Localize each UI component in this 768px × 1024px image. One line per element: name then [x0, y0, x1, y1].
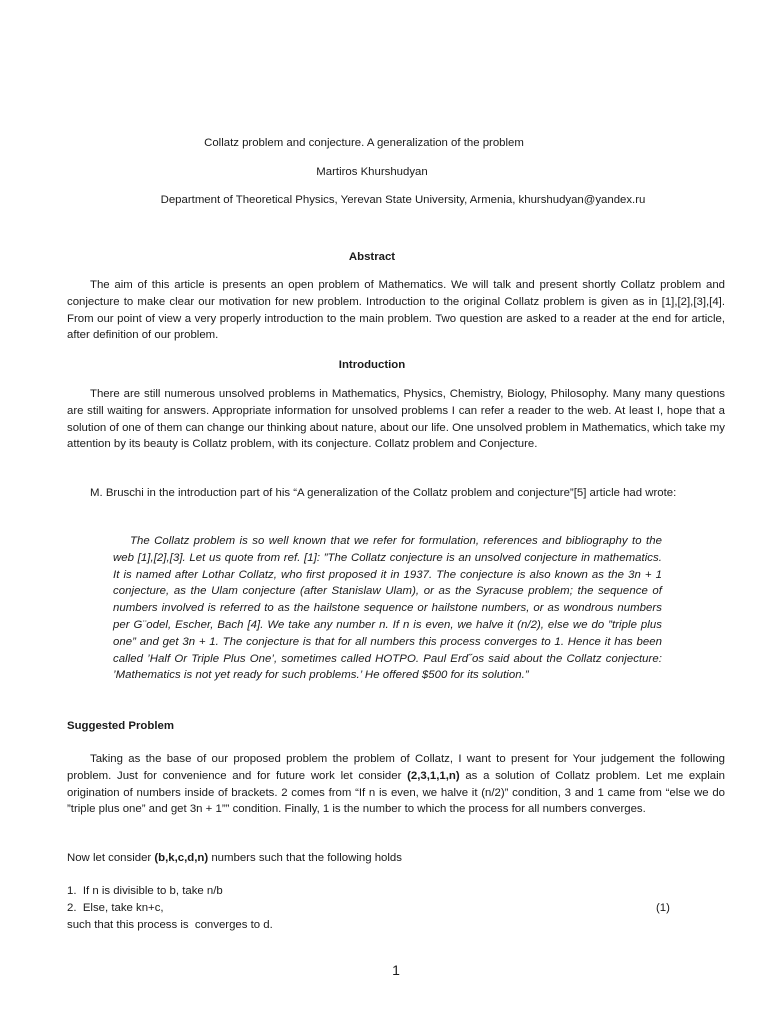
paper-title: Collatz problem and conjecture. A generalization of the problem: [204, 137, 524, 149]
suggested-paragraph-2: [67, 850, 725, 867]
introduction-paragraph-2: M. Bruschi in the introduction part of his “A generalization of the Collatz problem and conjecture”[5] article had wrote:: [90, 487, 677, 499]
equation-number: (1): [656, 902, 670, 914]
introduction-heading: Introduction: [338, 359, 406, 371]
introduction-paragraph-1: There are still numerous unsolved problems in Mathematics, Physics, Chemistry, Biology, Philosophy. Many many questions are still waiting for answers. Appropriate information for unsolved problems I can refer a reader to the web. At least I, hope that a solution of one of them can change our thinking about nature, about our life. One unsolved problem in Mathematics, which take my attention by its beauty is Collatz problem, with its conjecture. Collatz problem and Conjecture.: [67, 388, 725, 451]
abstract-text: The aim of this article is presents an open problem of Mathematics. We will talk and present shortly Collatz problem and conjecture to make clear our motivation for new problem. Introduction to the original Collatz problem is given as in [1],[2],[3],[4]. From our point of view a very properly introduction to the main problem. Two question are asked to a reader at the end for article, after definition of our problem.: [67, 279, 725, 342]
suggested-paragraph-1: [67, 751, 725, 818]
paragraph-2-text-start: Now let consider: [67, 852, 155, 864]
suggested-problem-heading: Suggested Problem: [67, 720, 174, 732]
author-affiliation: Department of Theoretical Physics, Yerevan State University, Armenia, khurshudyan@yandex.ru: [160, 194, 646, 206]
abstract-heading: Abstract: [348, 251, 396, 263]
paragraph-1-text-end: as a solution of Collatz problem. Let me explain origination of numbers inside of brackets. 2 comes from “If n is even, we halve it (n/2)” condition, 3 and 1 came from “else we do ”triple plus one” and get 3n + 1”” condition. Finally, 1 is the number to which the process for all numbers converges.: [67, 769, 725, 816]
general-tuple: (b,k,c,d,n): [154, 852, 209, 864]
condition-item-2: 2. Else, take kn+c,: [67, 902, 164, 914]
block-quote: The Collatz problem is so well known that we refer for formulation, references and bibliography to the web [1],[2],[3]. Let us quote from ref. [1]: ”The Collatz conjecture is an unsolved conjecture in mathematics. It is named after Lothar Collatz, who first proposed it in 1937. The conjecture is also known as the 3n + 1 conjecture, as the Ulam conjecture (after Stanislaw Ulam), or as the Syracuse problem; the sequence of numbers involved is referred to as the hailstone sequence or hailstone numbers, or as wondrous numbers per G¨odel, Escher, Bach [4]. We take any number n. If n is even, we halve it (n/2), else we do ”triple plus one” and get 3n + 1. The conjecture is that for all numbers this process converges to 1. Hence it has been called ’Half Or Triple Plus One’, sometimes called HOTPO. Paul Erd˝os said about the Collatz conjecture: ’Mathematics is not yet ready for such problems.’ He offered $500 for its solution.”: [113, 535, 662, 682]
condition-item-1: 1. If n is divisible to b, take n/b: [67, 885, 223, 897]
page-number: 1: [392, 962, 400, 978]
collatz-tuple: (2,3,1,1,n): [407, 769, 460, 782]
author-name: Martiros Khurshudyan: [316, 166, 428, 178]
paragraph-1-text-start: Taking as the base of our proposed problem the problem of Collatz, I want to present for Your judgement the following problem. Just for convenience and for future work let consider: [67, 753, 725, 782]
paragraph-2-text-end: numbers such that the following holds: [208, 852, 402, 864]
closing-line: such that this process is converges to d.: [67, 919, 273, 931]
